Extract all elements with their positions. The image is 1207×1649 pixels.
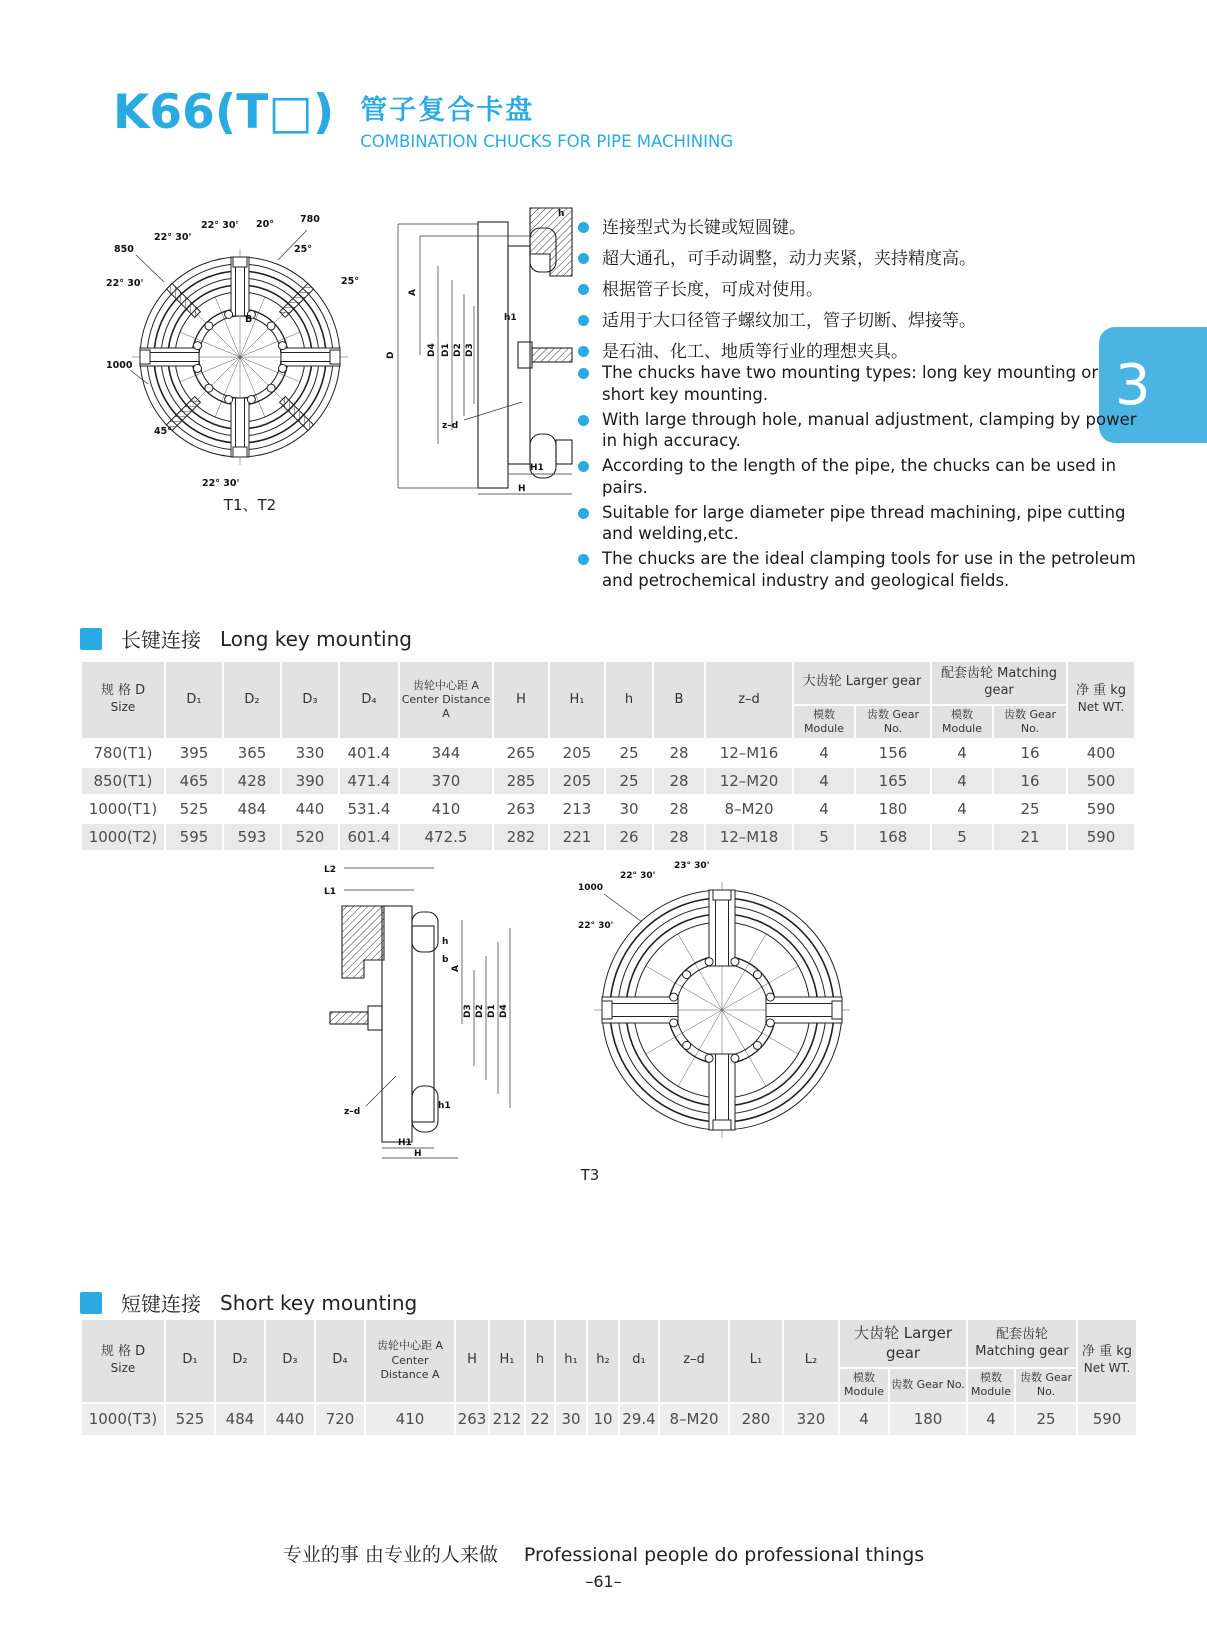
list-item (578, 276, 1140, 304)
value-cell: 395 (165, 739, 223, 767)
size-cell: 1000(T2) (81, 823, 165, 851)
column-header: 规 格 D Size (81, 1319, 165, 1403)
list-item (578, 307, 1140, 335)
value-cell: 484 (215, 1403, 265, 1436)
value-cell: 205 (549, 767, 605, 795)
bullet-icon (578, 253, 589, 264)
value-cell: 28 (653, 767, 705, 795)
column-header: 齿数 Gear No. (855, 705, 931, 740)
bullet-icon (578, 508, 589, 519)
dim-label: H1 (398, 1138, 412, 1148)
section-heading-short-key (80, 1288, 417, 1317)
value-cell: 30 (555, 1403, 587, 1436)
value-cell: 720 (315, 1403, 365, 1436)
size-cell: 780(T1) (81, 739, 165, 767)
column-header: D₂ (215, 1319, 265, 1403)
value-cell: 390 (281, 767, 339, 795)
value-cell: 212 (489, 1403, 525, 1436)
page-title-en: COMBINATION CHUCKS FOR PIPE MACHINING (360, 132, 734, 151)
value-cell: 25 (605, 739, 653, 767)
value-cell: 205 (549, 739, 605, 767)
column-header: d₁ (619, 1319, 659, 1403)
value-cell: 30 (605, 795, 653, 823)
feature-text: 根据管子长度，可成对使用。 (602, 280, 823, 301)
value-cell: 5 (931, 823, 993, 851)
value-cell: 410 (399, 795, 493, 823)
product-model: K66(T□) (113, 85, 335, 140)
dim-label: 850 (114, 244, 134, 255)
value-cell: 28 (653, 795, 705, 823)
column-header-group: 配套齿轮 Matching gear (931, 661, 1067, 705)
value-cell: 330 (281, 739, 339, 767)
list-item (578, 455, 1140, 499)
chuck-front-drawing (100, 200, 410, 509)
section-marker-icon (80, 628, 102, 650)
value-cell: 593 (223, 823, 281, 851)
value-cell: 21 (993, 823, 1067, 851)
bullet-icon (578, 284, 589, 295)
value-cell: 4 (839, 1403, 889, 1436)
dim-label: 45° (154, 426, 172, 437)
value-cell: 180 (855, 795, 931, 823)
dim-label: A (451, 965, 461, 972)
table-row (81, 1403, 1137, 1436)
list-item (578, 502, 1140, 546)
dim-label: D1 (487, 1004, 497, 1018)
value-cell: 285 (493, 767, 549, 795)
dim-label: 22° 30' (620, 871, 656, 881)
feature-text: 是石油、化工、地质等行业的理想夹具。 (602, 342, 908, 363)
size-cell: 1000(T1) (81, 795, 165, 823)
column-header: 齿数 Gear No. (993, 705, 1067, 740)
value-cell: 12–M16 (705, 739, 793, 767)
value-cell: 4 (793, 767, 855, 795)
list-item (578, 245, 1140, 273)
value-cell: 320 (783, 1403, 839, 1436)
column-header: D₁ (165, 661, 223, 739)
bullet-icon (578, 222, 589, 233)
dim-label: D3 (463, 1004, 473, 1018)
dim-label: D2 (453, 343, 463, 357)
dim-label: 20° (256, 219, 274, 230)
value-cell: 26 (605, 823, 653, 851)
bullet-icon (578, 554, 589, 565)
column-header: 模数 Module (793, 705, 855, 740)
list-item (578, 362, 1140, 406)
dim-label: D3 (465, 343, 475, 357)
column-header: h (605, 661, 653, 739)
column-header: 齿数 Gear No. (889, 1368, 967, 1403)
column-header: h (525, 1319, 555, 1403)
feature-text: The chucks have two mounting types: long key mounting or short key mounting. (602, 363, 1099, 404)
value-cell: 4 (931, 767, 993, 795)
column-header: L₁ (729, 1319, 783, 1403)
dim-label: 1000 (578, 883, 604, 893)
dim-label: b (442, 955, 449, 965)
value-cell: 29.4 (619, 1403, 659, 1436)
feature-text: With large through hole, manual adjustment, clamping by power in high accuracy. (602, 409, 1137, 451)
dim-label: H1 (530, 463, 544, 473)
value-cell: 4 (931, 739, 993, 767)
feature-list-en (578, 362, 1140, 595)
table-row (81, 739, 1135, 767)
dim-label: 22° 30' (154, 232, 192, 243)
section-title-cn: 短键连接 (121, 1292, 201, 1316)
column-header-group: 大齿轮 Larger gear (839, 1319, 967, 1368)
value-cell: 365 (223, 739, 281, 767)
value-cell: 16 (993, 739, 1067, 767)
value-cell: 165 (855, 767, 931, 795)
list-item (578, 214, 1140, 242)
value-cell: 16 (993, 767, 1067, 795)
section-title-en: Long key mounting (220, 626, 412, 651)
list-item (578, 409, 1140, 453)
chapter-number: 3 (1115, 352, 1151, 418)
value-cell: 531.4 (339, 795, 399, 823)
value-cell: 221 (549, 823, 605, 851)
column-header: 模数 Module (967, 1368, 1015, 1403)
bullet-icon (578, 368, 589, 379)
value-cell: 8–M20 (705, 795, 793, 823)
value-cell: 472.5 (399, 823, 493, 851)
page-title-cn: 管子复合卡盘 (360, 95, 535, 126)
value-cell: 590 (1077, 1403, 1137, 1436)
column-header: H₁ (549, 661, 605, 739)
chuck-front-view-svg (100, 200, 410, 505)
column-header: 齿数 Gear No. (1015, 1368, 1077, 1403)
column-header: 齿轮中心距 A Center Distance A (365, 1319, 455, 1403)
bullet-icon (578, 346, 589, 357)
bullet-icon (578, 315, 589, 326)
column-header-group: 配套齿轮 Matching gear (967, 1319, 1077, 1368)
value-cell: 590 (1067, 795, 1135, 823)
value-cell: 471.4 (339, 767, 399, 795)
value-cell: 8–M20 (659, 1403, 729, 1436)
section-title-cn: 长键连接 (121, 628, 201, 652)
column-header: z–d (659, 1319, 729, 1403)
value-cell: 520 (281, 823, 339, 851)
section-title-en: Short key mounting (220, 1290, 418, 1315)
value-cell: 401.4 (339, 739, 399, 767)
column-header-group: 大齿轮 Larger gear (793, 661, 931, 705)
dim-label: 22° 30' (201, 220, 239, 231)
dim-label: h1 (504, 313, 517, 323)
chuck-t3-svg (322, 860, 882, 1162)
column-header: H (455, 1319, 489, 1403)
page-number: –61– (585, 1572, 622, 1591)
slogan-en: Professional people do professional things (523, 1544, 925, 1566)
dim-label: B (245, 314, 253, 325)
column-header: D₃ (265, 1319, 315, 1403)
value-cell: 4 (967, 1403, 1015, 1436)
value-cell: 10 (587, 1403, 619, 1436)
dim-label: D2 (475, 1004, 485, 1018)
column-header: L₂ (783, 1319, 839, 1403)
value-cell: 263 (493, 795, 549, 823)
dim-label: h (558, 209, 565, 219)
dim-label: 1000 (106, 360, 133, 371)
column-header: 净 重 kg Net WT. (1067, 661, 1135, 739)
dim-label: 25° (341, 276, 359, 287)
value-cell: 25 (993, 795, 1067, 823)
column-header: D₂ (223, 661, 281, 739)
dim-label: 25° (294, 244, 312, 255)
page-header (113, 85, 734, 151)
dim-label: L2 (324, 865, 336, 875)
dim-label: 23° 30' (674, 861, 710, 871)
size-cell: 1000(T3) (81, 1403, 165, 1436)
value-cell: 590 (1067, 823, 1135, 851)
dim-label: H (518, 484, 526, 494)
feature-text: The chucks are the ideal clamping tools for use in the petroleum and petrochemical industry and geological fields. (602, 549, 1136, 590)
chuck-section-drawing (382, 202, 577, 511)
value-cell: 180 (889, 1403, 967, 1436)
column-header: 净 重 kg Net WT. (1077, 1319, 1137, 1403)
value-cell: 4 (793, 795, 855, 823)
value-cell: 500 (1067, 767, 1135, 795)
dim-label: 780 (300, 214, 320, 225)
bullet-icon (578, 461, 589, 472)
value-cell: 525 (165, 795, 223, 823)
column-header: h₂ (587, 1319, 619, 1403)
value-cell: 263 (455, 1403, 489, 1436)
dim-label: D4 (427, 343, 437, 357)
dim-label: h (442, 937, 449, 947)
short-key-table (80, 1318, 1138, 1437)
table-row (81, 795, 1135, 823)
list-item (578, 548, 1140, 592)
chuck-t3-drawing (322, 860, 882, 1166)
value-cell: 5 (793, 823, 855, 851)
value-cell: 213 (549, 795, 605, 823)
long-key-table (80, 660, 1136, 852)
feature-text: 连接型式为长键或短圆键。 (602, 218, 806, 238)
value-cell: 280 (729, 1403, 783, 1436)
column-header: 规 格 D Size (81, 661, 165, 739)
value-cell: 156 (855, 739, 931, 767)
dim-label: D1 (441, 343, 451, 357)
feature-text: Suitable for large diameter pipe thread machining, pipe cutting and welding,etc. (602, 502, 1126, 544)
value-cell: 465 (165, 767, 223, 795)
dim-label: z–d (442, 421, 459, 431)
value-cell: 28 (653, 739, 705, 767)
column-header: z–d (705, 661, 793, 739)
column-header: 模数 Module (931, 705, 993, 740)
dim-label: A (408, 289, 418, 296)
column-header: D₄ (339, 661, 399, 739)
title-block (360, 88, 733, 151)
feature-text: 适用于大口径管子螺纹加工，管子切断、焊接等。 (602, 311, 976, 332)
table-row (81, 767, 1135, 795)
value-cell: 601.4 (339, 823, 399, 851)
table-row (81, 823, 1135, 851)
size-cell: 850(T1) (81, 767, 165, 795)
dim-label: D (386, 351, 396, 359)
column-header: D₁ (165, 1319, 215, 1403)
value-cell: 282 (493, 823, 549, 851)
value-cell: 4 (931, 795, 993, 823)
figure2-caption: T3 (580, 1166, 600, 1184)
value-cell: 168 (855, 823, 931, 851)
dim-label: h1 (438, 1101, 451, 1111)
column-header: H₁ (489, 1319, 525, 1403)
value-cell: 595 (165, 823, 223, 851)
column-header: H (493, 661, 549, 739)
value-cell: 22 (525, 1403, 555, 1436)
value-cell: 370 (399, 767, 493, 795)
value-cell: 484 (223, 795, 281, 823)
footer-slogan (0, 1540, 1207, 1567)
dim-label: 22° 30' (202, 478, 240, 489)
section-heading-long-key (80, 624, 412, 653)
dim-label: L1 (324, 887, 336, 897)
value-cell: 344 (399, 739, 493, 767)
dim-label: 22° 30' (106, 278, 144, 289)
value-cell: 400 (1067, 739, 1135, 767)
value-cell: 440 (265, 1403, 315, 1436)
figure1-caption: T1、T2 (223, 496, 277, 514)
value-cell: 4 (793, 739, 855, 767)
feature-list-cn (578, 214, 1140, 369)
value-cell: 25 (605, 767, 653, 795)
dim-label: D4 (499, 1004, 509, 1018)
value-cell: 25 (1015, 1403, 1077, 1436)
value-cell: 428 (223, 767, 281, 795)
column-header: B (653, 661, 705, 739)
dim-label: H (414, 1149, 422, 1159)
value-cell: 440 (281, 795, 339, 823)
column-header: D₃ (281, 661, 339, 739)
slogan-cn: 专业的事 由专业的人来做 (282, 1544, 498, 1566)
section-marker-icon (80, 1292, 102, 1314)
value-cell: 12–M20 (705, 767, 793, 795)
bullet-icon (578, 415, 589, 426)
feature-text: According to the length of the pipe, the chucks can be used in pairs. (602, 456, 1117, 497)
dim-label: z–d (344, 1107, 361, 1117)
value-cell: 12–M18 (705, 823, 793, 851)
column-header: 齿轮中心距 A Center Distance A (399, 661, 493, 739)
column-header: h₁ (555, 1319, 587, 1403)
feature-text: 超大通孔，可手动调整，动力夹紧，夹持精度高。 (602, 249, 976, 270)
dim-label: 22° 30' (578, 921, 614, 931)
value-cell: 28 (653, 823, 705, 851)
value-cell: 410 (365, 1403, 455, 1436)
value-cell: 525 (165, 1403, 215, 1436)
column-header: 模数 Module (839, 1368, 889, 1403)
value-cell: 265 (493, 739, 549, 767)
chuck-section-view-svg (382, 202, 577, 507)
column-header: D₄ (315, 1319, 365, 1403)
